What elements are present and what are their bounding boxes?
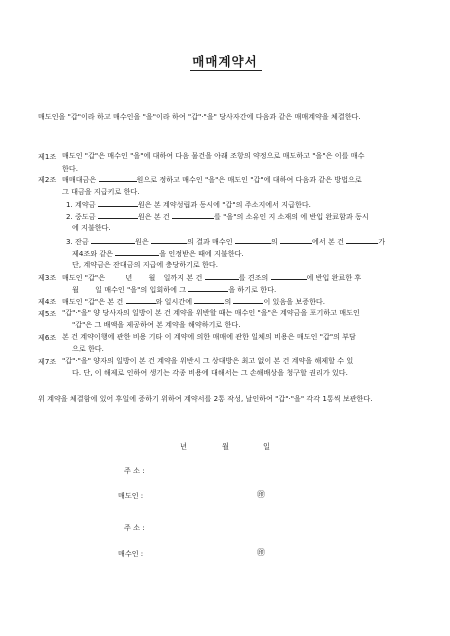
article-3-line1: 매도인 "갑"은 년 월 일까지 본 건 를 견조의 에 반입 완료한 후 bbox=[62, 273, 362, 282]
blank-field bbox=[346, 236, 378, 244]
article-6-line2: 으로 한다. bbox=[72, 344, 104, 353]
blank-field bbox=[126, 296, 156, 304]
blank-field bbox=[235, 236, 271, 244]
blank-field bbox=[280, 236, 312, 244]
article-5-number: 제5조 bbox=[38, 309, 57, 318]
article-1-line1: 매도인 "갑"은 매수인 "을"에 대하여 다음 물건을 아래 조항의 약정으로 매도하고 "을"은 이를 매수 bbox=[62, 151, 365, 160]
blank-field bbox=[233, 296, 263, 304]
buyer-address-label: 주 소 : bbox=[124, 523, 145, 532]
article-3-line2: 월 일 매수인 "을"의 입회하에 그 을 하기로 한다. bbox=[72, 285, 277, 294]
article-2-item3-line2: 제4조와 같은 을 인정받은 때에 지불한다. bbox=[72, 249, 244, 258]
article-7-line2: 다. 단, 이 해제로 인하여 생기는 각종 비용에 대해서는 그 손해배상을 청구할 권리가 있다. bbox=[72, 368, 348, 377]
closing-statement: 위 계약을 체결함에 있어 후일에 증하기 위하여 계약서를 2통 작성, 날인하여 "갑"·"을" 각각 1통씩 보관한다. bbox=[38, 394, 373, 403]
seller-address-label: 주 소 : bbox=[124, 466, 145, 475]
seller-name-label: 매도인 : bbox=[118, 491, 144, 500]
article-1-line2: 한다. bbox=[62, 164, 78, 173]
blank-field bbox=[172, 211, 214, 219]
article-6-number: 제6조 bbox=[38, 333, 57, 342]
article-4-number: 제4조 bbox=[38, 297, 57, 306]
blank-field bbox=[115, 248, 159, 256]
date-year: 년 bbox=[180, 442, 188, 451]
buyer-seal-icon: ㊞ bbox=[257, 548, 265, 557]
article-2-note: 단, 계약금은 잔대금의 지급에 충당하기로 한다. bbox=[72, 260, 218, 269]
blank-field bbox=[205, 272, 239, 280]
title-underline bbox=[190, 70, 262, 71]
date-day: 일 bbox=[263, 442, 271, 451]
blank-field bbox=[194, 296, 224, 304]
article-2-item3: 3. 잔금 원은 의 결과 매수인 의 에서 본 건 가 bbox=[66, 237, 386, 246]
blank-field bbox=[91, 236, 135, 244]
seller-seal-icon: ㊞ bbox=[257, 490, 265, 499]
article-3-number: 제3조 bbox=[38, 273, 57, 282]
blank-field bbox=[98, 199, 138, 207]
article-2-item2-line2: 에 지불한다. bbox=[72, 223, 111, 232]
article-2-number: 제2조 bbox=[38, 175, 57, 184]
article-5-line1: "갑"·"을" 양 당사자의 일방이 본 건 계약을 위반할 때는 매수인 "을"은 계약금을 포기하고 매도인 bbox=[62, 308, 360, 317]
buyer-name-label: 매수인 : bbox=[118, 549, 144, 558]
blank-field bbox=[188, 284, 228, 292]
article-2-item2: 2. 중도금 원은 본 건 를 "을"의 소유인 지 소재의 에 반입 완료함과 동시 bbox=[66, 212, 369, 221]
article-2-line1: 매매대금은 원으로 정하고 매수인 "을"은 매도인 "갑"에 대하여 다음과 같은 방법으로 bbox=[62, 175, 362, 184]
article-6-line1: 본 건 계약이행에 관한 비용 기타 이 계약에 의한 매매에 관한 일체의 비용은 매도인 "갑"의 부담 bbox=[62, 332, 356, 341]
blank-field bbox=[99, 174, 137, 182]
document-title: 매매계약서 bbox=[192, 54, 258, 69]
article-4-line1: 매도인 "갑"은 본 건 와 일시간에 의 이 있음을 보증한다. bbox=[62, 297, 326, 306]
blank-field bbox=[98, 211, 138, 219]
date-month: 월 bbox=[222, 442, 230, 451]
article-2-line2: 그 대금을 지급키로 한다. bbox=[62, 187, 140, 196]
article-1-number: 제1조 bbox=[38, 152, 57, 161]
blank-field bbox=[151, 236, 187, 244]
blank-field bbox=[271, 272, 307, 280]
article-7-number: 제7조 bbox=[38, 357, 57, 366]
article-5-line2: "갑"은 그 배액을 제공하여 본 계약을 해약하기로 한다. bbox=[72, 320, 241, 329]
article-7-line1: "갑"·"을" 양자의 일방이 본 건 계약을 위반시 그 상대방은 최고 없이 본 건 계약을 해제할 수 있 bbox=[62, 356, 354, 365]
article-2-item1: 1. 계약금 원은 본 계약성립과 동시에 "갑"의 주소지에서 지급한다. bbox=[66, 200, 311, 209]
intro-paragraph: 매도인을 "갑"이라 하고 매수인을 "을"이라 하여 "갑"·"을" 당사자간에 다음과 같은 매매계약을 체결한다. bbox=[38, 112, 361, 121]
